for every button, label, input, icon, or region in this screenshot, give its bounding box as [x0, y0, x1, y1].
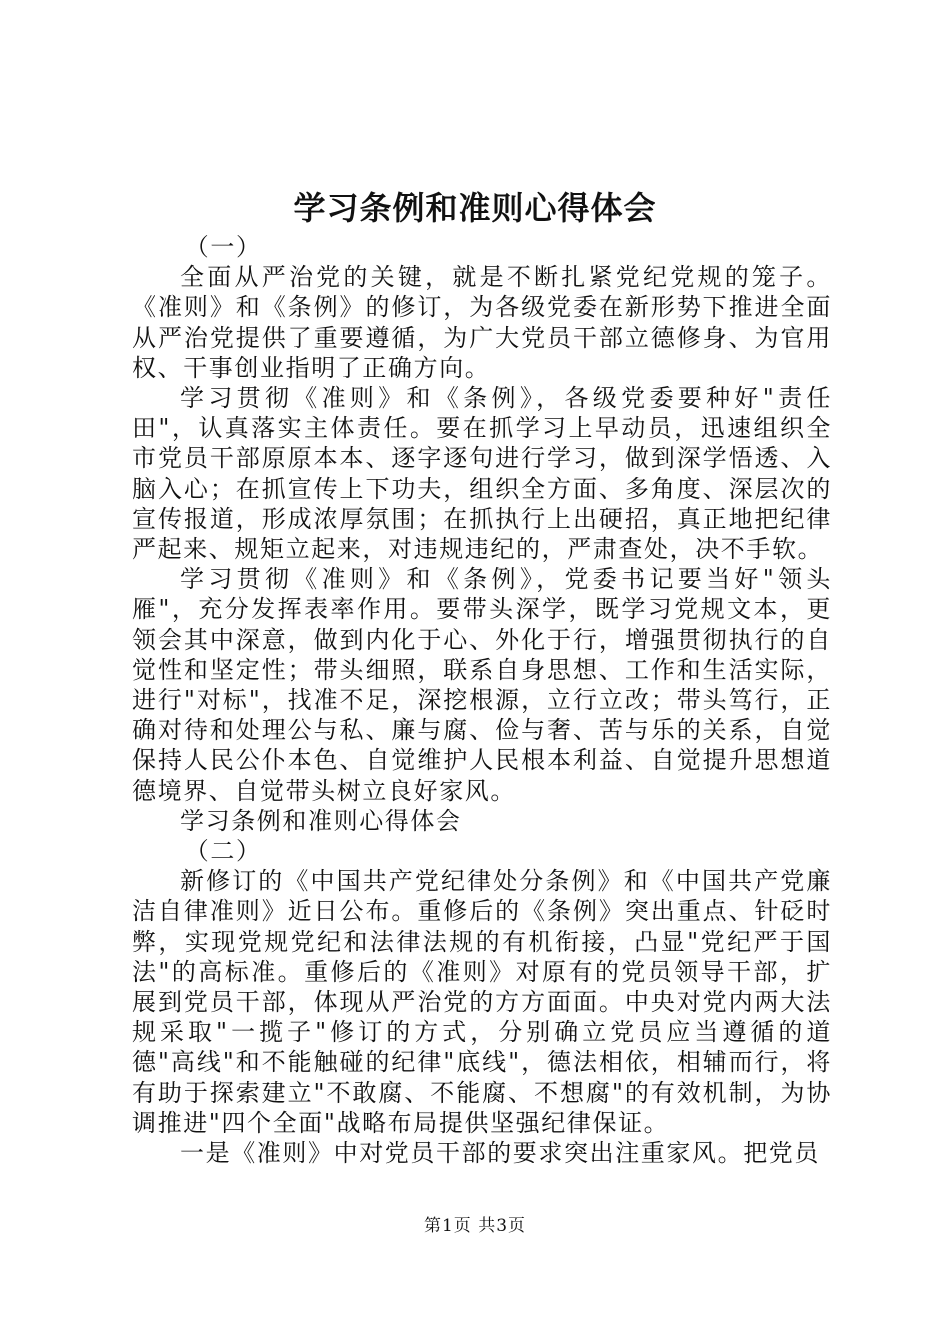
section-heading: 学习条例和准则心得体会	[180, 806, 462, 835]
paragraph: 全面从严治党的关键，就是不断扎紧党纪党规的笼子。《准则》和《条例》的修订，为各级党委在新形势下推进全面从严治党提供了重要遵循，为广大党员干部立德修身、为官用权、干事创业指明了正确方向。	[132, 263, 832, 382]
document-body	[132, 232, 832, 1168]
paragraph: 新修订的《中国共产党纪律处分条例》和《中国共产党廉洁自律准则》近日公布。重修后的《条例》突出重点、针砭时弊，实现党规党纪和法律法规的有机衔接，凸显"党纪严于国法"的高标准。重修后的《准则》对原有的党员领导干部，扩展到党员干部，体现从严治党的方方面面。中央对党内两大法规采取"一揽子"修订的方式，分别确立党员应当遵循的道德"高线"和不能触碰的纪律"底线"，德法相依，相辅而行，将有助于探索建立"不敢腐、不能腐、不想腐"的有效机制，为协调推进"四个全面"战略布局提供坚强纪律保证。	[132, 867, 832, 1137]
page-footer: 第1页 共3页	[423, 1216, 527, 1236]
document-title: 学习条例和准则心得体会	[293, 189, 657, 227]
paragraph: 一是《准则》中对党员干部的要求突出注重家风。把党员	[180, 1139, 820, 1168]
section-marker-2: （二）	[184, 837, 262, 866]
paragraph: 学习贯彻《准则》和《条例》，各级党委要种好"责任田"，认真落实主体责任。要在抓学习上早动员，迅速组织全市党员干部原原本本、逐字逐句进行学习，做到深学悟透、入脑入心；在抓宣传上下功夫，组织全方面、多角度、深层次的宣传报道，形成浓厚氛围；在抓执行上出硬招，真正地把纪律严起来、规矩立起来，对违规违纪的，严肃查处，决不手软。	[132, 384, 832, 564]
paragraph: 学习贯彻《准则》和《条例》，党委书记要当好"领头雁"，充分发挥表率作用。要带头深学，既学习党规文本，更领会其中深意，做到内化于心、外化于行，增强贯彻执行的自觉性和坚定性；带头细照，联系自身思想、工作和生活实际，进行"对标"，找准不足，深挖根源，立行立改；带头笃行，正确对待和处理公与私、廉与腐、俭与奢、苦与乐的关系，自觉保持人民公仆本色、自觉维护人民根本利益、自觉提升思想道德境界、自觉带头树立良好家风。	[132, 565, 832, 805]
section-marker-1: （一）	[184, 233, 262, 261]
